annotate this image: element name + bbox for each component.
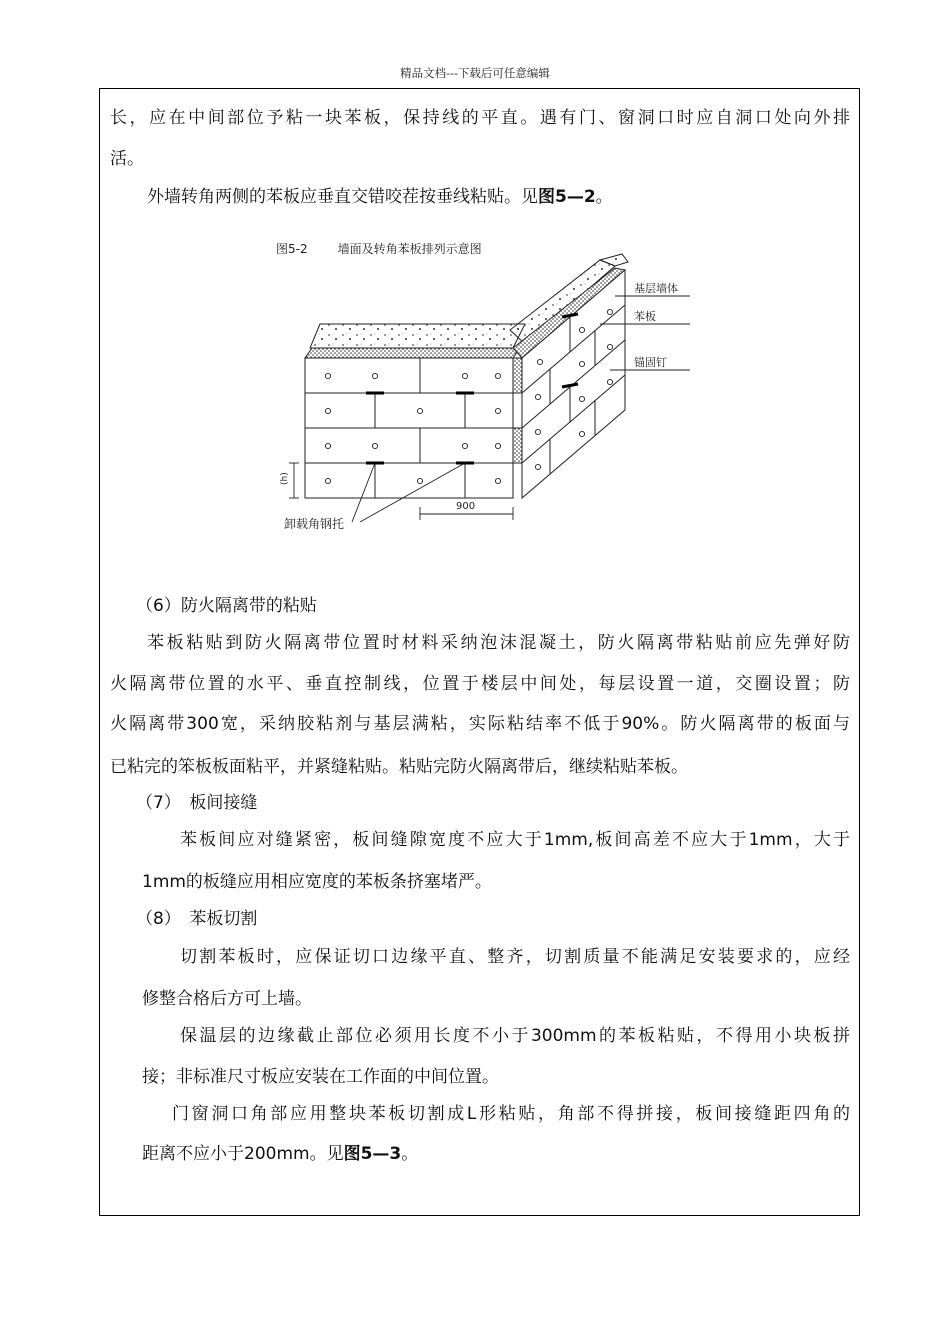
paragraph-line: 火隔离带300宽，采纳胶粘剂与基层满粘，实际粘结率不低于90%。防火隔离带的板面与 (110, 714, 850, 734)
figure-ref: 图5—3 (343, 1144, 402, 1164)
paragraph-line: 苯板粘贴到防火隔离带位置时材料采纳泡沫混凝土，防火隔离带粘贴前应先弹好防 (147, 633, 850, 653)
paragraph-line: 活。 (110, 149, 144, 169)
page-header: 精品文档---下载后可任意编辑 (400, 66, 550, 80)
label-base-wall: 基层墙体 (634, 282, 678, 295)
paragraph-period: 。 (401, 1144, 419, 1164)
front-wall-boards (305, 358, 522, 498)
figure-ref: 图5—2 (538, 187, 596, 207)
label-angle-bracket: 卸载角钢托 (284, 517, 345, 531)
paragraph-line (147, 186, 613, 208)
paragraph-text: 距离不应小于200mm。见 (142, 1144, 344, 1164)
paragraph-line: 切割苯板时，应保证切口边缘平直、整齐，切割质量不能满足安装要求的，应经 (180, 947, 850, 967)
paragraph-line: 门窗洞口角部应用整块苯板切割成L形粘贴，角部不得拼接，板间接缝距四角的 (172, 1104, 850, 1124)
paragraph-line: 保温层的边缘截止部位必须用长度不小于300mm的苯板粘贴，不得用小块板拼 (180, 1026, 850, 1046)
paragraph-line: （7） 板间接缝 (136, 793, 258, 813)
paragraph-line: 火隔离带位置的水平、垂直控制线，位置于楼层中间处，每层设置一道，交圈设置；防 (110, 674, 850, 694)
label-width: 900 (456, 501, 476, 512)
paragraph-line: 苯板间应对缝紧密，板间缝隙宽度不应大于1mm,板间高差不应大于1mm，大于 (180, 830, 850, 850)
paragraph-line: 长，应在中间部位予粘一块苯板，保持线的平直。遇有门、窗洞口时应自洞口处向外排 (110, 108, 850, 128)
label-board: 苯板 (634, 310, 656, 323)
figure-title: 墙面及转角苯板排列示意图 (337, 242, 482, 256)
label-anchor: 锚固钉 (634, 356, 667, 369)
paragraph-line: 1mm的板缝应用相应宽度的苯板条挤塞堵严。 (142, 872, 492, 892)
label-height: (h) (280, 472, 290, 485)
paragraph-line: 接；非标准尺寸板应安装在工作面的中间位置。 (142, 1067, 499, 1087)
paragraph-period: 。 (595, 187, 613, 207)
paragraph-line: （8） 苯板切割 (136, 909, 258, 929)
figure-number: 图5-2 (276, 242, 308, 256)
wall-corner-diagram (270, 252, 700, 542)
paragraph-text: 外墙转角两侧的苯板应垂直交错咬茬按垂线粘贴。见 (147, 187, 538, 207)
paragraph-line (142, 1143, 418, 1165)
paragraph-line: 修整合格后方可上墙。 (142, 989, 312, 1009)
paragraph-line: （6）防火隔离带的粘贴 (136, 596, 317, 616)
paragraph-line: 已粘完的笨板板面粘平，并紧缝粘贴。粘贴完防火隔离带后，继续粘贴苯板。 (110, 757, 688, 777)
